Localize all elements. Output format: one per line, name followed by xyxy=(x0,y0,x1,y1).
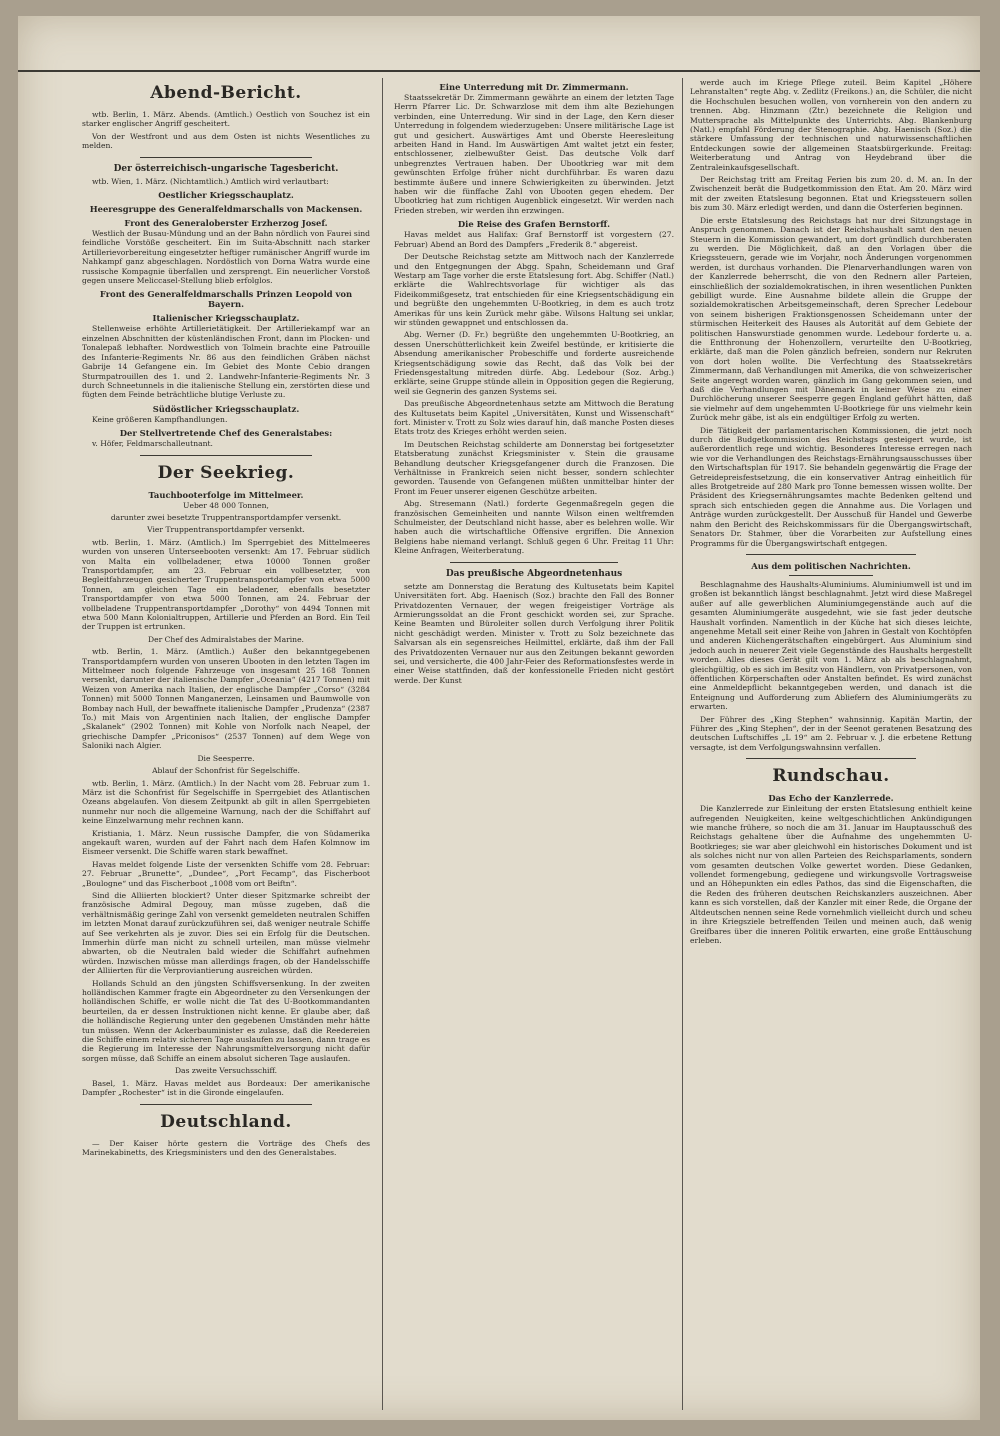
subheading: Südöstlicher Kriegsschauplatz. xyxy=(152,403,300,414)
paragraph: Hollands Schuld an den jüngsten Schiffsversenkung. In der zweiten holländischen Kammer fragte ein Abgeordneter zu den Versenkungen der holländischen Schiffe, er wolle nicht die Tat des U-Bootkommandanten beurteilen, da er dessen Instruktionen nicht kenne. Er glaube aber, daß die holländische Regierung unter den gegebenen Umständen mehr hätte tun müssen. Wenn der Ackerbauminister es zulasse, daß die Reedereien die Schiffe einem relativ sicheren Tage auslaufen zu lassen, dann trage es die Regierung im Interesse der Nahrungsmittelversorgung nicht dafür sorgen müsse, daß Schiffe an einem absolut sicheren Tage auslaufen. xyxy=(82,978,370,1063)
heading-deutschland: Deutschland. xyxy=(160,1111,292,1132)
paragraph: Vier Truppentransportdampfer versenkt. xyxy=(147,525,305,535)
column-middle xyxy=(386,78,682,1410)
paragraph: Ablauf der Schonfrist für Segelschiffe. xyxy=(152,766,300,776)
paragraph: setzte am Donnerstag die Beratung des Kultusetats beim Kapitel Universitäten fort. Abg. Haenisch (Soz.) brachte den Fall des Bonner Privatdozenten Vernauer, der wegen freigeistiger Vorträge als Armierungssoldat an die Front geschickt worden sei, zur Sprache. Keine Beamten und Büroleiter sollen durch Verfolgung ihrer Politik nicht geschädigt werden. Minister v. Trott zu Solz bezeichnete das Salvarsan als ein segensreiches Heilmittel, erklärte, daß ihm der Fall des Privatdozenten Vernauer nur aus den Zeitungen bekannt geworden sei, und versicherte, die 400 Jahr-Feier des Reformationsfestes werde in einer Weise stattfinden, daß der konfessionelle Frieden nicht gestört werde. Der Kunst xyxy=(394,581,674,685)
paragraph: wtb. Berlin, 1. März. Abends. (Amtlich.) Oestlich von Souchez ist ein starker englischer Angriff gescheitert. xyxy=(82,110,370,129)
paragraph: Der Reichstag tritt am Freitag Ferien bis zum 20. d. M. an. In der Zwischenzeit berät die Budgetkommission den Etat. Am 20. März wird mit der zweiten Etatslesung begonnen. Etat und Kriegssteuern sollen bis zum 30. März erledigt werden, und dann die Osterferien beginnen. xyxy=(690,175,972,213)
paragraph: wtb. Berlin, 1. März. (Amtlich.) Außer den bekanntgegebenen Transportdampfern wurden von unseren Ubooten in den letzten Tagen im Mittelmeer noch folgende Fahrzeuge von insgesamt 25 168 Tonnen versenkt, darunter der italienische Dampfer „Oceania“ (4217 Tonnen) mit Weizen von Amerika nach Italien, der englische Dampfer „Corso“ (3284 Tonnen) mit 5000 Tonnen Manganerzen, Leinsamen und Baumwolle von Bombay nach Hull, der bewaffnete italienische Dampfer „Prudenza“ (2387 To.) mit Mais von Argentinien nach Italien, der englische Dampfer „Skalanek“ (2902 Tonnen) mit Kohle von Norfolk nach Neapel, der griechische Dampfer „Priconisos“ (2537 Tonnen) auf dem Wege von Saloniki nach Algier. xyxy=(82,647,370,751)
subheading: Front des Generaloberster Erzherzog Josef. xyxy=(124,218,328,229)
subheading: Die Reise des Grafen Bernstorff. xyxy=(457,219,611,230)
top-rule xyxy=(18,70,980,72)
subheading: Oestlicher Kriegsschauplatz. xyxy=(158,190,294,201)
newspaper-page xyxy=(18,16,980,1420)
paragraph: Beschlagnahme des Haushalts-Aluminiums. Aluminiumwell ist und im großen ist bekanntlich längst beschlagnahmt. Jetzt wird diese Maßregel außer auf alle gewerblichen Aluminiumgegenstände auch auf die gesamten Aluminiumgeräte ausgedehnt, wie sie fast jeder deutsche Haushalt vorfinden. Namentlich in der Küche hat sich dieses leichte, angenehme Metall seit einer Reihe von Jahren in Gestalt von Kochtöpfen und anderen Küchengerätschaften eingebürgert. Aus Aluminium sind jedoch auch in neuerer Zeit viele Gegenstände des Haushalts hergestellt worden. Alles dieses Gerät gilt vom 1. März ab als beschlagnahmt, gleichgültig, ob es sich im Besitz von Händlern, von Privatpersonen, von öffentlichen Körperschaften oder Anstalten befindet. Es wird zunächst eine Anmeldepflicht bekanntgegeben werden, und danach ist die Enteignung und Aufforderung zum Abliefern des Aluminiumgeräts zu erwarten. xyxy=(690,579,972,712)
subheading: Italienischer Kriegsschauplatz. xyxy=(152,313,300,324)
paragraph: wtb. Berlin, 1. März. (Amtlich.) In der Nacht vom 28. Februar zum 1. März ist die Schonfrist für Segelschiffe in Sperrgebiet des Atlantischen Ozeans abgelaufen. Von diesem Zeitpunkt ab gilt in allen Sperrgebieten nunmehr nur noch die allgemeine Warnung, nach der die Schiffahrt auf keine Einzelwarnung mehr rechnen kann. xyxy=(82,778,370,826)
column-right xyxy=(682,78,980,1410)
paragraph: Die erste Etatslesung des Reichstags hat nur drei Sitzungstage in Anspruch genommen. Danach ist der Reichshaushalt samt den neuen Steuern in die Kommission gewandert, um dort gründlich durchberaten zu werden. Die Möglichkeit, daß an den Vorlagen über die Kriegssteuern, gerade wie im Vorjahr, noch Änderungen vorgenommen werden, ist durchaus vorhanden. Die Plenarverhandlungen waren von der Kanzlerrede beherrscht, die von den Rednern aller Parteien, einschließlich der sozialdemokratischen, in ihren wesentlichen Punkten gebilligt wurde. Eine Ausnahme bildete allein die Gruppe der sozialdemokratischen Arbeitsgemeinschaft, deren Sprecher Ledebour von seinem bisherigen Fraktionsgenossen Scheidemann unter der stürmischen Heiterkeit des Hauses als Autorität auf dem Gebiete der politischen Hanswurstiade genommen wurde. Ledebour forderte u. a. die Entthronung der Hohenzollern, verurteilte den U-Bootkrieg, erklärte, daß man die Polen gänzlich befreien, sondern nur Rekruten von dort holen wollte. Die Verfechtung des Staatssekretärs Zimmermann, daß Verhandlungen mit Amerika, die von schweizerischer Seite angeregt worden waren, gänzlich im Gang gekommen seien, und daß die Verhandlungen mit Dänemark in keiner Weise zu einer Durchlöcherung unserer Seesperre gegen England geführt hätten, daß sie vielmehr auf dem ungehemmten U-Bootkriege für uns vielmehr kein Zurück mehr gäbe, ist als ein endgültiger Erfolg zu werten. xyxy=(690,215,972,423)
subheading: Das Echo der Kanzlerrede. xyxy=(768,793,894,804)
paragraph: Das preußische Abgeordnetenhaus setzte am Mittwoch die Beratung des Kultusetats beim Kapitel „Universitäten, Kunst und Wissenschaft“ fort. Minister v. Trott zu Solz wies darauf hin, daß manche Posten dieses Etats trotz des Krieges erhöht werden seien. xyxy=(394,399,674,437)
subheading: Eine Unterredung mit Dr. Zimmermann. xyxy=(439,82,629,92)
heading-abend-bericht: Abend-Bericht. xyxy=(150,83,302,103)
paragraph: Die Kanzlerrede zur Einleitung der ersten Etatslesung enthielt keine aufregenden Neuigkeiten, keine weltgeschichtlichen Ankündigungen wie manche frühere, so noch die am 31. Januar im Hauptausschuß des Reichstags gehaltene über die Aufnahme des ungehemmten U-Bootkrieges; sie war aber gleichwohl ein historisches Dokument und ist als solches nicht nur von allen Parteien des Reichsparlaments, sondern vom gesamten deutschen Volke gewertet worden. Diese Gedanken, vollendet formengebung, gediegene und wirkungsvolle Vortragsweise und an Höhepunkten ein edles Pathos, das sind die Eigenschaften, die die Reden des früheren deutschen Reichskanzlers auszeichnen. Aber kann es sich vorstellen, daß der Kanzler mit einer Rede, die Organe der Altdeutschen nennen seine Rede vornehmlich vielleicht durch und scheu in ihre Kriegsziele betreffenden Teilen und meinen auch, daß wenig Greifbares über die inneren Politik erwarten, eine große Enttäuschung erleben. xyxy=(690,804,972,945)
paragraph: Im Deutschen Reichstag schilderte am Donnerstag bei fortgesetzter Etatsberatung zunächst Kriegsminister v. Stein die grausame Behandlung deutscher Kriegsgefangener durch die Franzosen. Die Verhältnisse in Frankreich seien nicht besser, sondern schlechter geworden. Tausende von Gefangenen müßten unmittelbar hinter der Front im Feuer unserer eigenen Geschütze arbeiten. xyxy=(394,439,674,496)
paragraph: werde auch im Kriege Pflege zuteil. Beim Kapitel „Höhere Lehranstalten“ regte Abg. v. Zedlitz (Freikons.) an, die Schüler, die nicht die Hochschulen besuchen wollen, von vornherein von den andern zu trennen. Abg. Hinzmann (Ztr.) bezeichnete die Religion und Muttersprache als Mittelpunkte des Unterrichts. Abg. Blankenburg (Natl.) empfahl Förderung der Stenographie. Abg. Haenisch (Soz.) die stärkere Umfassung der technischen und naturwissenschaftlichen Entdeckungen sowie der allgemeinen Staatsbürgerkunde. Freitag: Weiterberatung und Antrag von Heydebrand über die Zentraleinkaufsgesellschaft. xyxy=(690,78,972,172)
paragraph: Die Seesperre. xyxy=(197,753,255,763)
separator xyxy=(140,1104,313,1105)
separator xyxy=(140,455,313,456)
paragraph: Der Deutsche Reichstag setzte am Mittwoch nach der Kanzlerrede und den Entgegnungen der Abgg. Spahn, Scheidemann und Graf Westarp am Tage vorher die erste Etatslesung fort. Abg. Schiffer (Natl.) erklärte die Wahlrechtsvorlage für wichtiger als das Fideikommißgesetz, trat entschieden für eine Kriegsentschädigung ein und begrüßte den ungehemmten U-Bootkrieg, in dem es auch trotz Amerikas für uns kein Zurück mehr gäbe. Wilsons Haltung sei unklar, wir stünden gewappnet und entschlossen da. xyxy=(394,252,674,327)
heading-abgeordnetenhaus: Das preußische Abgeordnetenhaus xyxy=(445,568,623,579)
subheading: Heeresgruppe des Generalfeldmarschalls von Mackensen. xyxy=(89,204,363,215)
heading-rundschau: Rundschau. xyxy=(772,766,890,787)
subheading: Der österreichisch-ungarische Tagesbericht. xyxy=(113,163,339,174)
subheading: Front des Generalfeldmarschalls Prinzen Leopold von Bayern. xyxy=(99,289,353,310)
paragraph: Staatssekretär Dr. Zimmermann gewährte an einem der letzten Tage Herrn Pfarrer Lic. Dr. Schwarzlose mit dem ihm alte Beziehungen verbinden, eine Unterredung. Wir sind in der Lage, den Kern dieser Unterredung in folgendem wiederzugeben: Unsere militärische Lage ist gut und gesichert. Auswärtiges Amt und Oberste Heeresleitung arbeiten Hand in Hand. Im Auswärtigen Amt waltet jetzt ein fester, entschlossener, zielbewußter Geist. Das deutsche Volk darf unbegrenztes Vertrauen haben. Der Ubootkrieg war mit dem gewünschten Erfolge früher nicht durchführbar. Es waren dazu bestimmte äußere und innere Schwierigkeiten zu überwinden. Jetzt haben wir die fünffache Zahl von Ubooten gegen ehedem. Der Ubootkrieg hat zum richtigen Augenblick eingesetzt. Wir werden nach Frieden streben, wir werden ihn erzwingen. xyxy=(394,93,674,215)
paragraph: Havas meldet aus Halifax: Graf Bernstorff ist vorgestern (27. Februar) Abend an Bord des Dampfers „Frederik 8.“ abgereist. xyxy=(394,230,674,249)
paragraph: Der Führer des „King Stephen“ wahnsinnig. Kapitän Martin, der Führer des „King Stephen“, der in der Seenot geratenen Besatzung des deutschen Luftschiffes „L 19“ am 2. Februar v. J. die erbetene Rettung versagte, ist dem Verfolgungswahnsinn verfallen. xyxy=(690,714,972,752)
paragraph: Basel, 1. März. Havas meldet aus Bordeaux: Der amerikanische Dampfer „Rochester“ ist in die Gironde eingelaufen. xyxy=(82,1078,370,1098)
paragraph: Havas meldet folgende Liste der versenkten Schiffe vom 28. Februar: 27. Februar „Brunette“, „Dundee“, „Port Fecamp“, das Fischerboot „Boulogne“ und das Fischerboot „1008 vom ort Beiftn“. xyxy=(82,859,370,888)
paragraph: Der Chef des Admiralstabes der Marine. xyxy=(148,634,304,644)
subheading: Tauchbooterfolge im Mittelmeer. xyxy=(148,489,304,500)
paragraph: — Der Kaiser hörte gestern die Vorträge des Chefs des Marinekabinetts, des Kriegsministers und den des Generalstabes. xyxy=(82,1138,370,1157)
paragraph: wtb. Wien, 1. März. (Nichtamtlich.) Amtlich wird verlautbart: xyxy=(92,176,329,186)
separator xyxy=(789,575,874,576)
paragraph: Stellenweise erhöhte Artillerietätigkeit. Der Artilleriekampf war an einzelnen Abschnitten der küstenländischen Front, dann im Plocken- und Tonalepaß lebhafter. Nordwestlich von Tolmein brachte eine Patrouille des Infanterie-Regiments Nr. 86 aus den feindlichen Gräben nächst Gabrije 14 Gefangene ein. Im Gebiet des Monte Cebio drangen Sturmpatrouillen des 1. und 2. Landwehr-Infanterie-Regiments Nr. 3 durch Schneetunnels in die italienische Stellung ein, zerstörten diese und fügten dem Feinde beträchtliche blutige Verluste zu. xyxy=(82,324,370,400)
paragraph: Die Tätigkeit der parlamentarischen Kommissionen, die jetzt noch durch die Budgetkommission des Reichstags gesteigert wurde, ist außerordentlich rege und wichtig. Besonderes Interesse erregen nach wie vor die Verhandlungen des Reichstags-Ernährungsausschusses über den Wirtschaftsplan für 1917. Sie behandeln gegenwärtig die Frage der Getreidepreisfestsetzung, die ein konservativer Antrag einheitlich für alles Brotgetreide auf 280 Mark pro Tonne bemessen wissen wollte. Der Präsident des Kriegsernährungsamtes machte Bedenken geltend und sprach sich entschieden gegen die Annahme aus. Die Vorlagen und Anträge wurden zurückgestellt. Der Ausschuß für Handel und Gewerbe nahm den Bericht des Reichskommissars für die Übergangswirtschaft, Senators Dr. Stahmer, über die Vorarbeiten zur Aufstellung eines Programms für die Übergangswirtschaft entgegen. xyxy=(690,425,972,548)
separator xyxy=(746,554,915,555)
paragraph: Abg. Stresemann (Natl.) forderte Gegenmaßregeln gegen die französischen Gemeinheiten und nannte Wilson einen weltfremden Schulmeister, der Deutschland nicht hasse, aber es belehren wolle. Wir haben auch die wirtschaftliche Offensive ergriffen. Die Annexion Belgiens habe niemand verlangt. Schluß gegen 6 Uhr. Freitag 11 Uhr: Kleine Anfragen, Weiterberatung. xyxy=(394,499,674,556)
heading-der-seekrieg: Der Seekrieg. xyxy=(157,462,295,483)
paragraph: v. Höfer, Feldmarschalleutnant. xyxy=(92,439,213,449)
paragraph: Sind die Alliierten blockiert? Unter dieser Spitzmarke schreibt der französische Admiral Degouy, man müsse zugeben, daß die verhältnismäßig geringe Zahl von versenkt gemeldeten neutralen Schiffen im letzten Monat darauf zurückzuführen sei, daß weniger neutrale Schiffe auf See verkehrten als je zuvor. Dies sei ein Erfolg für die Deutschen. Immerhin dürfe man nicht zu schnell urteilen, man müsse vielmehr abwarten, ob die Neutralen bald wieder die Schiffahrt aufnehmen würden. Inzwischen müsse man allerdings fragen, ob der Handelsschiffe der Alliierten für die Verproviantierung ausreichen würden. xyxy=(82,890,370,976)
paragraph: Von der Westfront und aus dem Osten ist nichts Wesentliches zu melden. xyxy=(82,131,370,151)
paragraph: wtb. Berlin, 1. März. (Amtlich.) Im Sperrgebiet des Mittelmeeres wurden von unseren Unterseebooten versenkt: Am 17. Februar südlich von Malta ein vollbeladener, etwa 10000 Tonnen großer Transportdampfer, am 23. Februar ein vollbesetzter, von Begleitfahrzeugen gesicherter Truppentransportdampfer von etwa 5000 Tonnen, am gleichen Tage ein beladener, ebenfalls besetzter Transportdampfer von etwa 5000 Tonnen, am 24. Februar der vollbeladene Truppentransportdampfer „Dorothy“ von 4494 Tonnen mit etwa 500 Mann Kolonialtruppen, Artillerie und Pferden an Bord. Ein Teil der Truppen ist ertrunken. xyxy=(82,537,370,632)
paragraph: Ueber 48 000 Tonnen, xyxy=(183,500,269,510)
separator xyxy=(746,758,915,759)
paragraph: Westlich der Busau-Mündung und an der Bahn nördlich von Faurei sind feindliche Vorstöße gescheitert. Ein im Suita-Abschnitt nach starker Artillerievorbereitung eingesetzter heftiger rumänischer Angriff wurde im Nahkampf ganz abgeschlagen. Nordöstlich von Dorna Watra wurde eine russische Kompagnie überfallen und zersprengt. Ein neuerlicher Vorstoß gegen unsere Meliccasel-Stellung blieb erfolglos. xyxy=(82,229,370,286)
separator xyxy=(450,562,618,563)
paragraph: Keine größeren Kampfhandlungen. xyxy=(92,414,228,424)
paragraph: Kristiania, 1. März. Neun russische Dampfer, die von Südamerika angekauft waren, wurden auf der Fahrt nach dem Hafen Kolmnow im Eismeer versenkt. Die Schiffe waren stark bewaffnet. xyxy=(82,828,370,857)
subheading: Der Stellvertretende Chef des Generalstabes: xyxy=(119,428,333,439)
paragraph: darunter zwei besetzte Truppentransportdampfer versenkt. xyxy=(110,512,342,522)
column-divider xyxy=(382,78,383,1410)
column-left xyxy=(74,78,378,1410)
separator xyxy=(140,157,313,158)
paragraph: Das zweite Versuchsschiff. xyxy=(174,1066,278,1076)
paragraph: Abg. Werner (D. Fr.) begrüßte den ungehemmten U-Bootkrieg, an dessen Unerschütterlichkeit kein Zweifel bestünde, er kritisierte die Absendung amerikanischer Probeschiffe und forderte ausreichende Kriegsentschädigung sowie das Recht, daß das Volk bei der Friedensgestaltung mitreden dürfe. Abg. Ledebour (Soz. Arbg.) erklärte, seine Gruppe stünde allein in Opposition gegen die Regierung, weil sie Gegnerin des ganzen Systems sei. xyxy=(394,330,674,396)
subheading: Aus dem politischen Nachrichten. xyxy=(751,560,911,571)
